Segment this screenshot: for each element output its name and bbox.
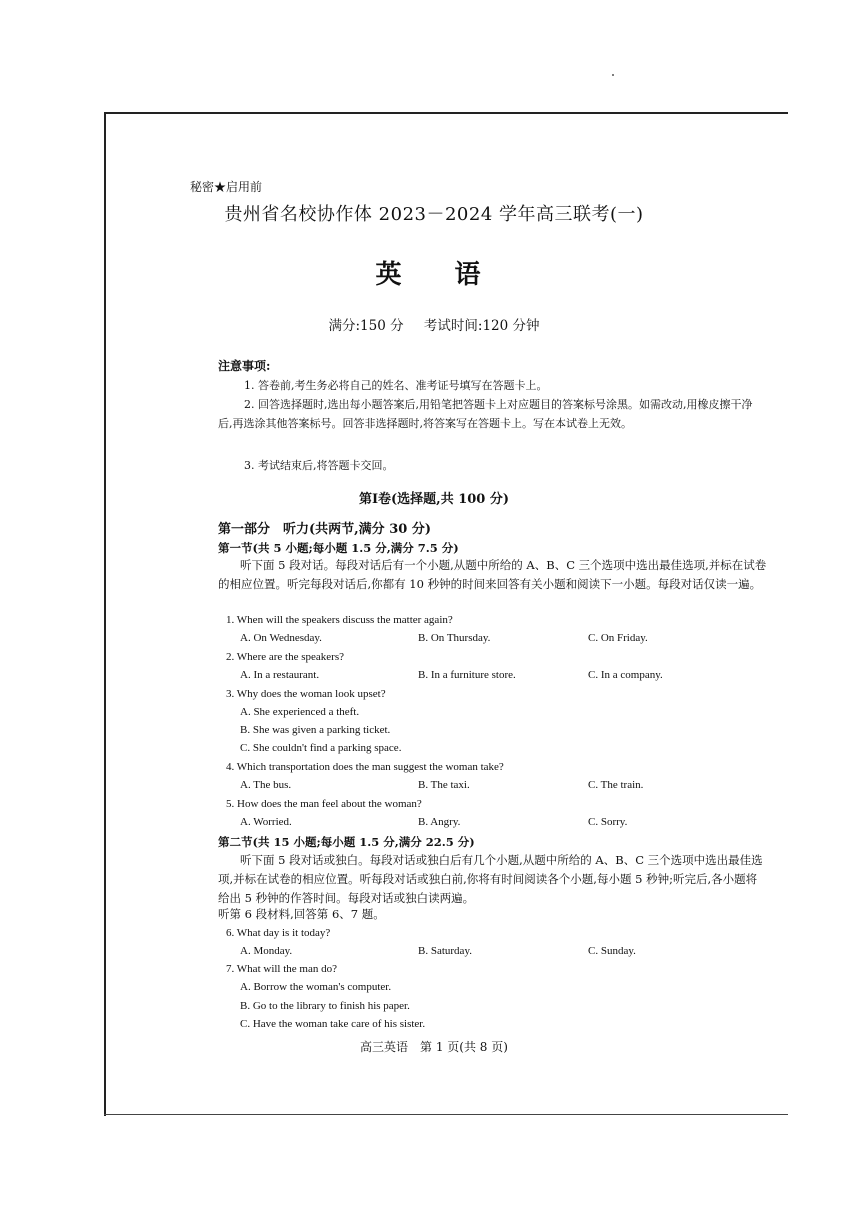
section1-heading: 第一节(共 5 小题;每小题 1.5 分,满分 7.5 分) xyxy=(218,541,459,555)
option-b: B. Angry. xyxy=(418,816,461,828)
notice-item: 1. 答卷前,考生务必将自己的姓名、准考证号填写在答题卡上。 xyxy=(244,379,548,392)
question-stem: 3. Why does the woman look upset? xyxy=(226,688,386,700)
option-c: C. Have the woman take care of his sister. xyxy=(240,1018,426,1030)
option-c: C. In a company. xyxy=(588,669,663,681)
option-c: C. Sunday. xyxy=(588,945,636,957)
exam-time: 考试时间:120 分钟 xyxy=(423,318,540,334)
exam-title: 贵州省名校协作体 2023－2024 学年高三联考(一) xyxy=(224,204,644,225)
option-a: A. The bus. xyxy=(240,779,292,791)
option-b: B. On Thursday. xyxy=(418,632,491,644)
full-score: 满分:150 分 xyxy=(328,318,404,334)
option-c: C. She couldn't find a parking space. xyxy=(240,742,402,754)
notice-item: 2. 回答选择题时,选出每小题答案后,用铅笔把答题卡上对应题目的答案标号涂黑。如需改动,用橡皮擦干净后,再选涂其他答案标号。回答非选择题时,将答案写在答题卡上。写在本试卷上无效。 xyxy=(218,398,753,430)
page-border-top xyxy=(106,112,788,114)
option-a: A. On Wednesday. xyxy=(240,632,322,644)
option-b: B. Go to the library to finish his paper. xyxy=(240,1000,410,1012)
option-b: B. She was given a parking ticket. xyxy=(240,724,391,736)
question-stem: 1. When will the speakers discuss the matter again? xyxy=(226,614,453,626)
notice-item: 3. 考试结束后,将答题卡交回。 xyxy=(244,459,394,472)
option-c: C. Sorry. xyxy=(588,816,628,828)
question-stem: 6. What day is it today? xyxy=(226,927,331,939)
section1-instructions: 听下面 5 段对话。每段对话后有一个小题,从题中所给的 A、B、C 三个选项中选出最佳选项,并标在试卷的相应位置。听完每段对话后,你都有 10 秒钟的时间来回答有关小题和阅读下一小题。每段对话仅读一遍。 xyxy=(218,558,767,591)
option-b: B. The taxi. xyxy=(418,779,470,791)
option-a: A. Worried. xyxy=(240,816,292,828)
option-b: B. Saturday. xyxy=(418,945,472,957)
option-a: A. Monday. xyxy=(240,945,293,957)
scan-speck xyxy=(612,74,614,76)
section2-instructions: 听下面 5 段对话或独白。每段对话或独白后有几个小题,从题中所给的 A、B、C 三个选项中选出最佳选项,并标在试卷的相应位置。听每段对话或独白前,你将有时间阅读各个小题,每小题 5 秒钟;听完后,各小题将给出 5 秒钟的作答时间。每段对话或独白读两遍。 xyxy=(218,853,763,905)
question-stem: 2. Where are the speakers? xyxy=(226,651,344,663)
volume-title: 第Ⅰ卷(选择题,共 100 分) xyxy=(358,492,510,507)
question-stem: 4. Which transportation does the man suggest the woman take? xyxy=(226,761,504,773)
question-stem: 7. What will the man do? xyxy=(226,963,337,975)
section2-heading: 第二节(共 15 小题;每小题 1.5 分,满分 22.5 分) xyxy=(218,835,475,849)
subject-title: 英 语 xyxy=(375,260,503,290)
page-footer: 高三英语 第 1 页(共 8 页) xyxy=(360,1040,508,1054)
option-c: C. On Friday. xyxy=(588,632,648,644)
notice-heading: 注意事项: xyxy=(218,359,271,373)
option-a: A. She experienced a theft. xyxy=(240,706,360,718)
option-a: A. Borrow the woman's computer. xyxy=(240,981,392,993)
score-time-line xyxy=(0,314,868,334)
option-c: C. The train. xyxy=(588,779,644,791)
material-label: 听第 6 段材料,回答第 6、7 题。 xyxy=(218,907,385,921)
option-b: B. In a furniture store. xyxy=(418,669,516,681)
option-a: A. In a restaurant. xyxy=(240,669,320,681)
secret-label: 秘密★启用前 xyxy=(190,180,263,194)
part1-heading: 第一部分 听力(共两节,满分 30 分) xyxy=(218,522,431,537)
question-stem: 5. How does the man feel about the woman? xyxy=(226,798,422,810)
page-border-bottom xyxy=(104,1114,788,1115)
